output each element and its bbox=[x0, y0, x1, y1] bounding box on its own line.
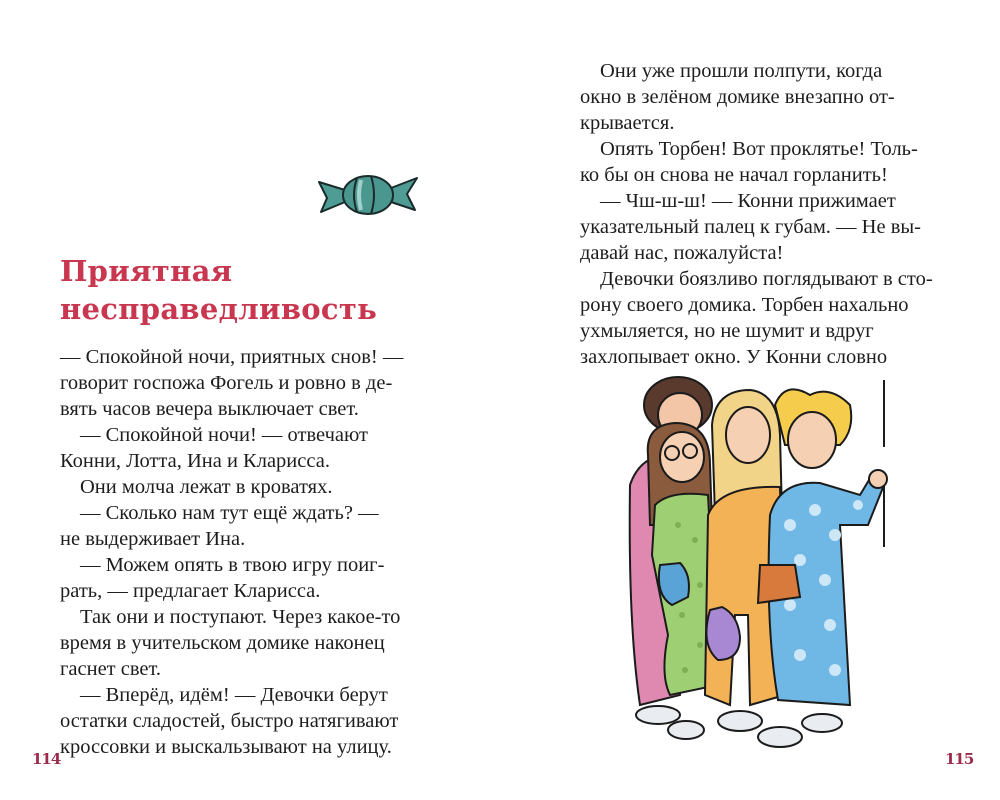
left-page-text bbox=[60, 344, 420, 760]
text-line: — Сколько нам тут ещё ждать? — bbox=[80, 502, 379, 524]
text-line: ухмыляется, но не шумит и вдруг bbox=[580, 320, 874, 342]
page-number-right: 115 bbox=[945, 750, 974, 768]
text-line: время в учительском домике наконец bbox=[60, 632, 385, 654]
text-line: остатки сладостей, быстро натягивают bbox=[60, 710, 399, 732]
chapter-title-line: Приятная bbox=[60, 254, 233, 288]
candy-icon bbox=[315, 168, 421, 220]
text-line: крывается. bbox=[580, 112, 675, 134]
text-line: указательный палец к губам. — Не вы- bbox=[580, 216, 921, 238]
right-page-text bbox=[580, 58, 940, 370]
text-line: гаснет свет. bbox=[60, 658, 162, 680]
text-line: — Спокойной ночи! — отвечают bbox=[80, 424, 369, 446]
text-line: — Чш-ш-ш! — Конни прижимает bbox=[600, 190, 896, 212]
text-line: — Спокойной ночи, приятных снов! — bbox=[60, 346, 404, 368]
text-line: кроссовки и выскальзывают на улицу. bbox=[60, 736, 392, 758]
text-line: говорит госпожа Фогель и ровно в де- bbox=[60, 372, 393, 394]
right-page bbox=[500, 0, 1000, 800]
text-line: окно в зелёном домике внезапно от- bbox=[580, 86, 895, 108]
text-line: Опять Торбен! Вот проклятье! Толь- bbox=[600, 138, 918, 160]
text-line: — Вперёд, идём! — Девочки берут bbox=[80, 684, 388, 706]
text-line: Они молча лежат в кроватях. bbox=[80, 476, 333, 498]
girls-illustration bbox=[600, 375, 900, 760]
text-line: не выдерживает Ина. bbox=[60, 528, 246, 550]
text-line: вять часов вечера выключает свет. bbox=[60, 398, 359, 420]
text-line: Девочки боязливо поглядывают в сто- bbox=[600, 268, 933, 290]
chapter-title bbox=[60, 252, 377, 328]
text-line: ко бы он снова не начал горланить! bbox=[580, 164, 888, 186]
text-line: Конни, Лотта, Ина и Кларисса. bbox=[60, 450, 330, 472]
page-number-left: 114 bbox=[32, 750, 61, 768]
text-line: рать, — предлагает Кларисса. bbox=[60, 580, 321, 602]
text-line: захлопывает окно. У Конни словно bbox=[580, 346, 888, 368]
text-line: Так они и поступают. Через какое-то bbox=[80, 606, 401, 628]
text-line: рону своего домика. Торбен нахально bbox=[580, 294, 909, 316]
chapter-title-line: несправедливость bbox=[60, 292, 378, 326]
text-line: Они уже прошли полпути, когда bbox=[600, 60, 883, 82]
text-line: давай нас, пожалуйста! bbox=[580, 242, 784, 264]
text-line: — Можем опять в твою игру поиг- bbox=[80, 554, 385, 576]
